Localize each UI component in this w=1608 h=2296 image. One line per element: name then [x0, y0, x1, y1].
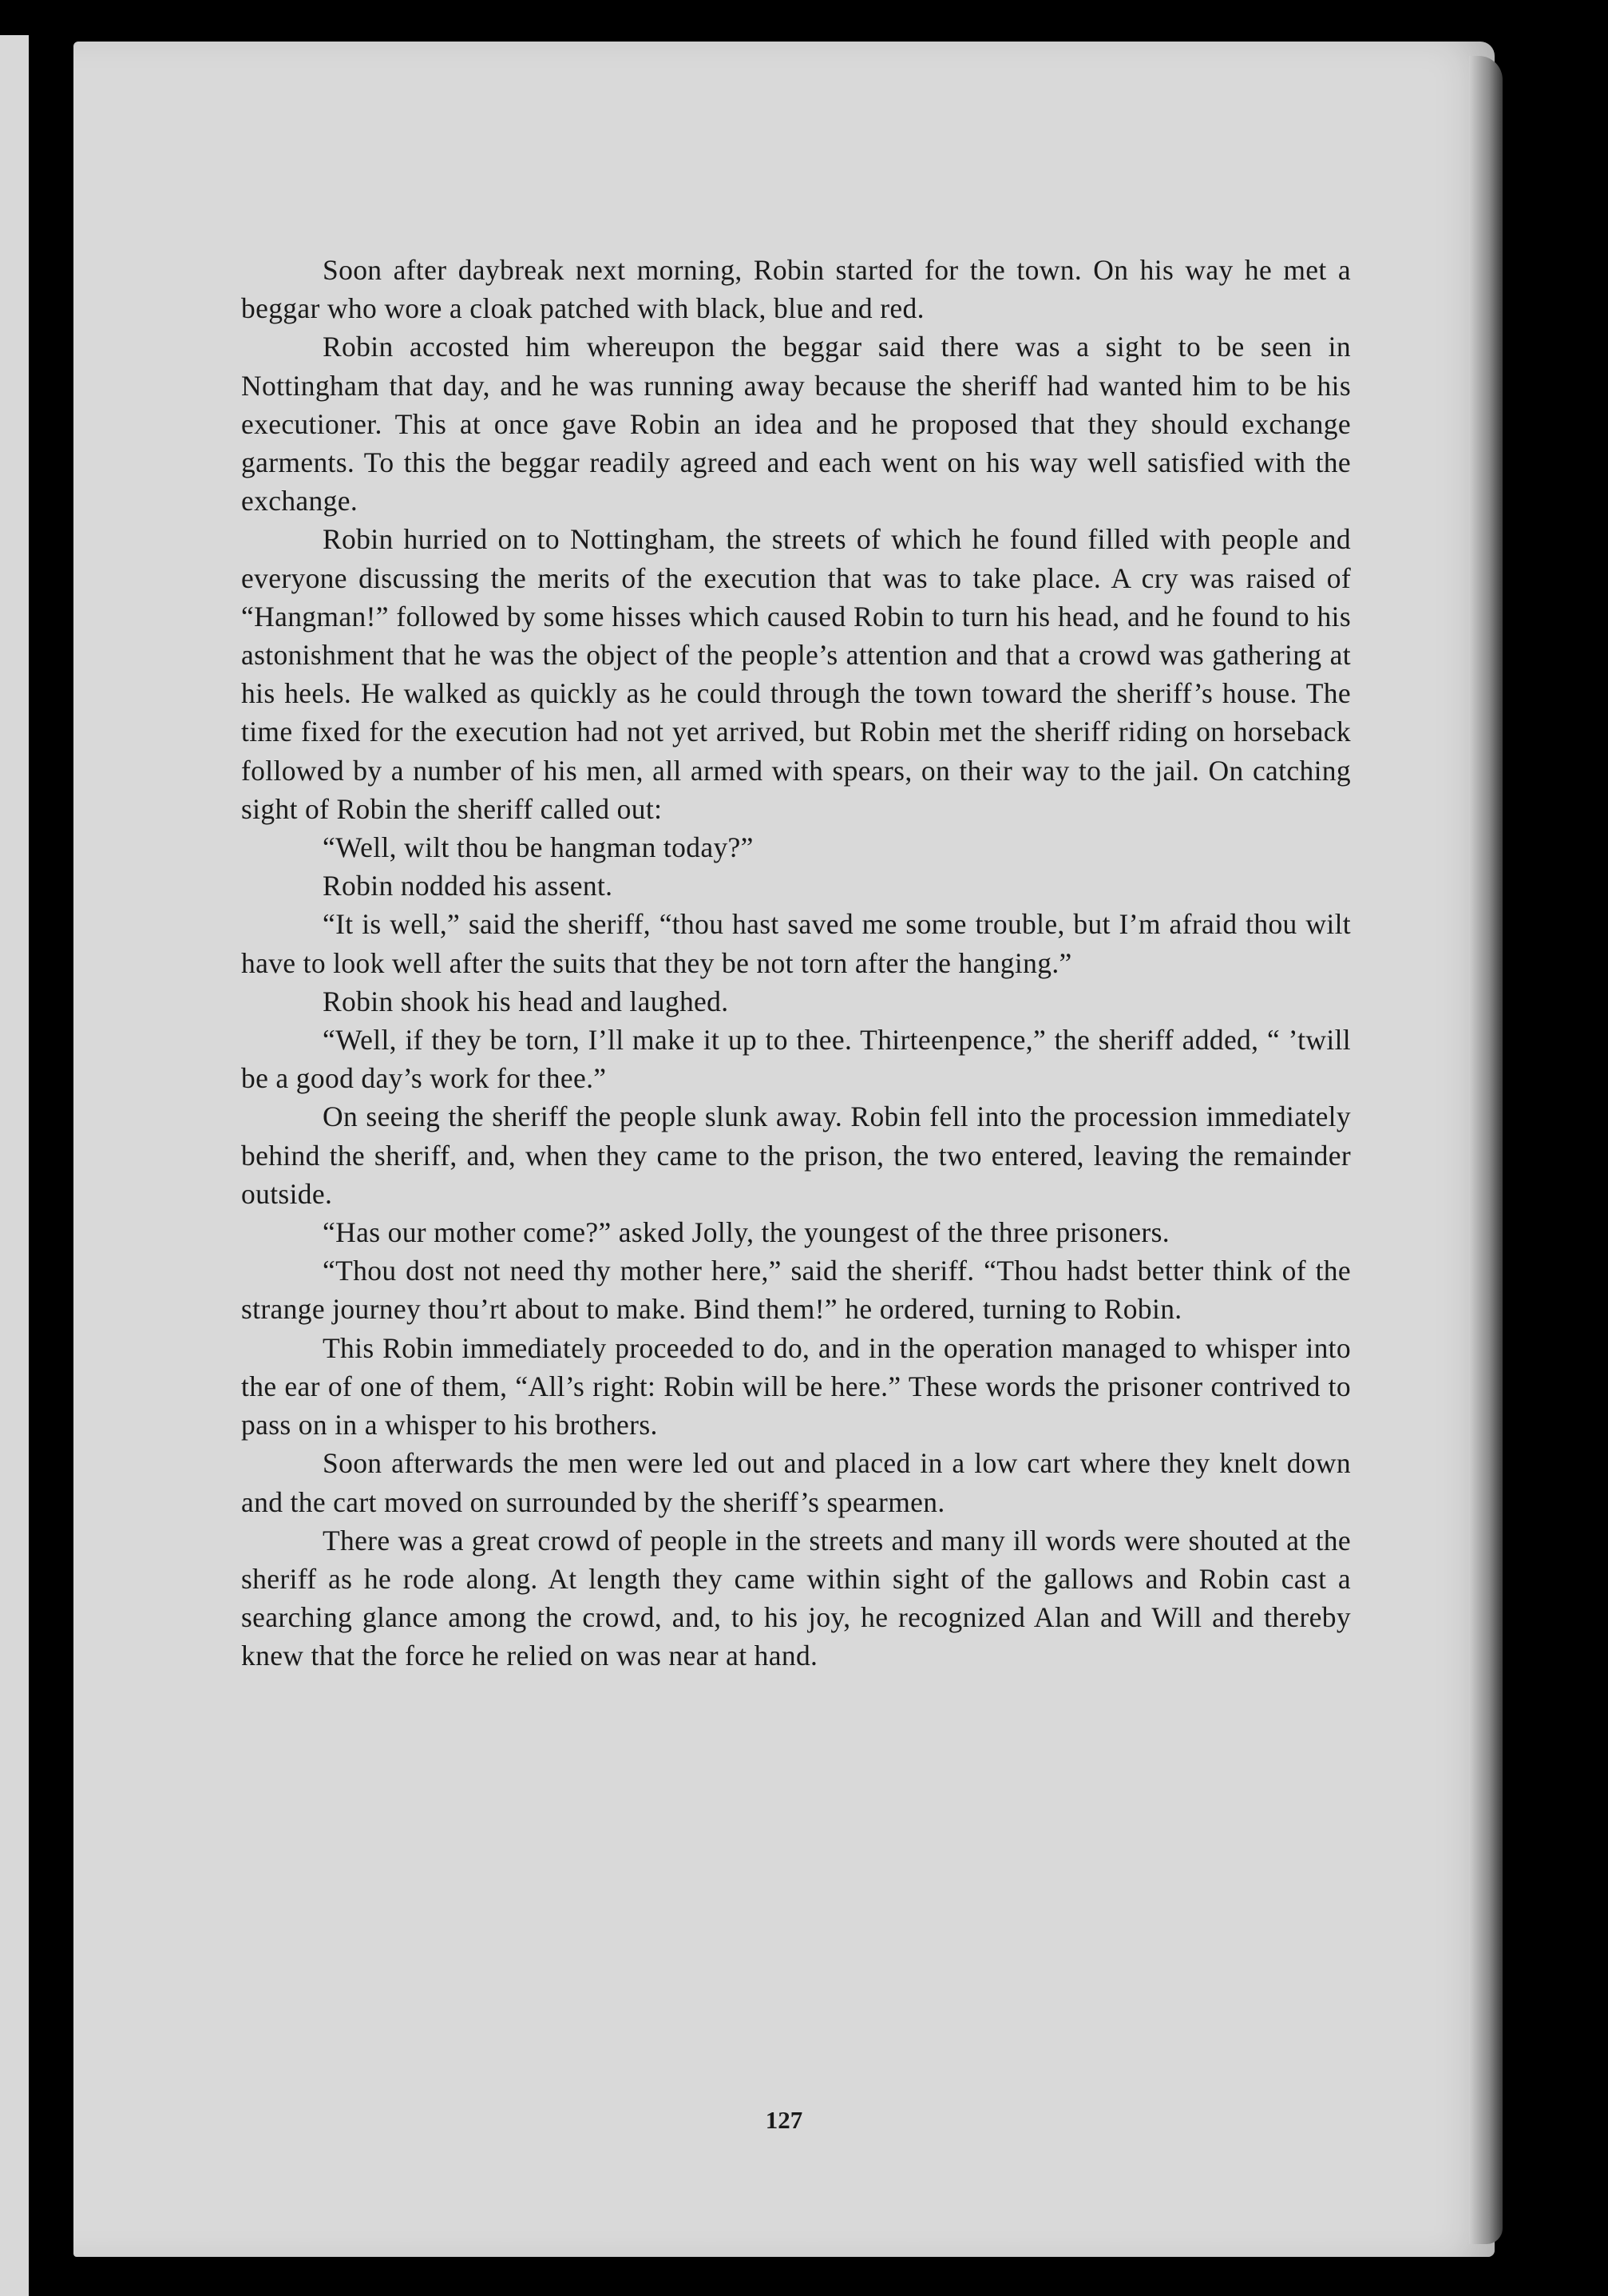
page-number: 127: [765, 2106, 803, 2134]
paragraph: Robin shook his head and laughed.: [323, 985, 729, 1017]
paragraph: “It is well,” said the sheriff, “thou hast saved me some trouble, but I’m afraid thou wilt have to look well after the suits that they be not torn after the hanging.”: [241, 908, 1351, 979]
paragraph: Robin nodded his assent.: [323, 870, 613, 902]
paragraph: Soon after daybreak next morning, Robin started for the town. On his way he met a beggar who wore a cloak patched with black, blue and red.: [241, 254, 1351, 325]
paragraph: This Robin immediately proceeded to do, and in the operation managed to whisper into the ear of one of them, “All’s right: Robin will be here.” These words the prisoner contrived to pass on in a whisper to his brothers.: [241, 1331, 1351, 1441]
paragraph: There was a great crowd of people in the streets and many ill words were shouted at the sheriff as he rode along. At length they came within sight of the gallows and Robin cast a searching glance among the crowd, and, to his joy, he recognized Alan and Will and thereby knew that the force he relied on was near at hand.: [241, 1524, 1351, 1672]
gutter-shadow: [29, 35, 53, 2296]
facing-page-edge: [0, 35, 29, 2296]
page-edge-curl: [1469, 56, 1503, 2244]
paragraph: “Well, if they be torn, I’ll make it up to thee. Thirteenpence,” the sheriff added, “ ’twill be a good day’s work for thee.”: [241, 1024, 1351, 1095]
paragraph: “Well, wilt thou be hangman today?”: [323, 831, 754, 864]
paragraph: “Has our mother come?” asked Jolly, the youngest of the three prisoners.: [323, 1216, 1170, 1249]
paragraph: Robin hurried on to Nottingham, the streets of which he found filled with people and everyone discussing the merits of the execution that was to take place. A cry was raised of “Hangman!” followed by some hisses which caused Robin to turn his head, and he found to his astonishment that he was the object of the people’s attention and that a crowd was gathering at his heels. He walked as quickly as he could through the town toward the sheriff’s house. The time fixed for the execution had not yet arrived, but Robin met the sheriff riding on horseback followed by a number of his men, all armed with spears, on their way to the jail. On catching sight of Robin the sheriff called out:: [241, 523, 1351, 825]
book-page: [73, 42, 1495, 2257]
paragraph: Soon afterwards the men were led out and placed in a low cart where they knelt down and the cart moved on surrounded by the sheriff’s spearmen.: [241, 1447, 1351, 1518]
paragraph: “Thou dost not need thy mother here,” said the sheriff. “Thou hadst better think of the strange journey thou’rt about to make. Bind them!” he ordered, turning to Robin.: [241, 1255, 1351, 1326]
page-body-text: [241, 251, 1351, 1675]
paragraph: On seeing the sheriff the people slunk away. Robin fell into the procession immediately behind the sheriff, and, when they came to the prison, the two entered, leaving the remainder outside.: [241, 1100, 1351, 1210]
paragraph: Robin accosted him whereupon the beggar said there was a sight to be seen in Nottingham that day, and he was running away because the sheriff had wanted him to be his executioner. This at once gave Robin an idea and he proposed that they should exchange garments. To this the beggar readily agreed and each went on his way well satisfied with the exchange.: [241, 331, 1351, 517]
